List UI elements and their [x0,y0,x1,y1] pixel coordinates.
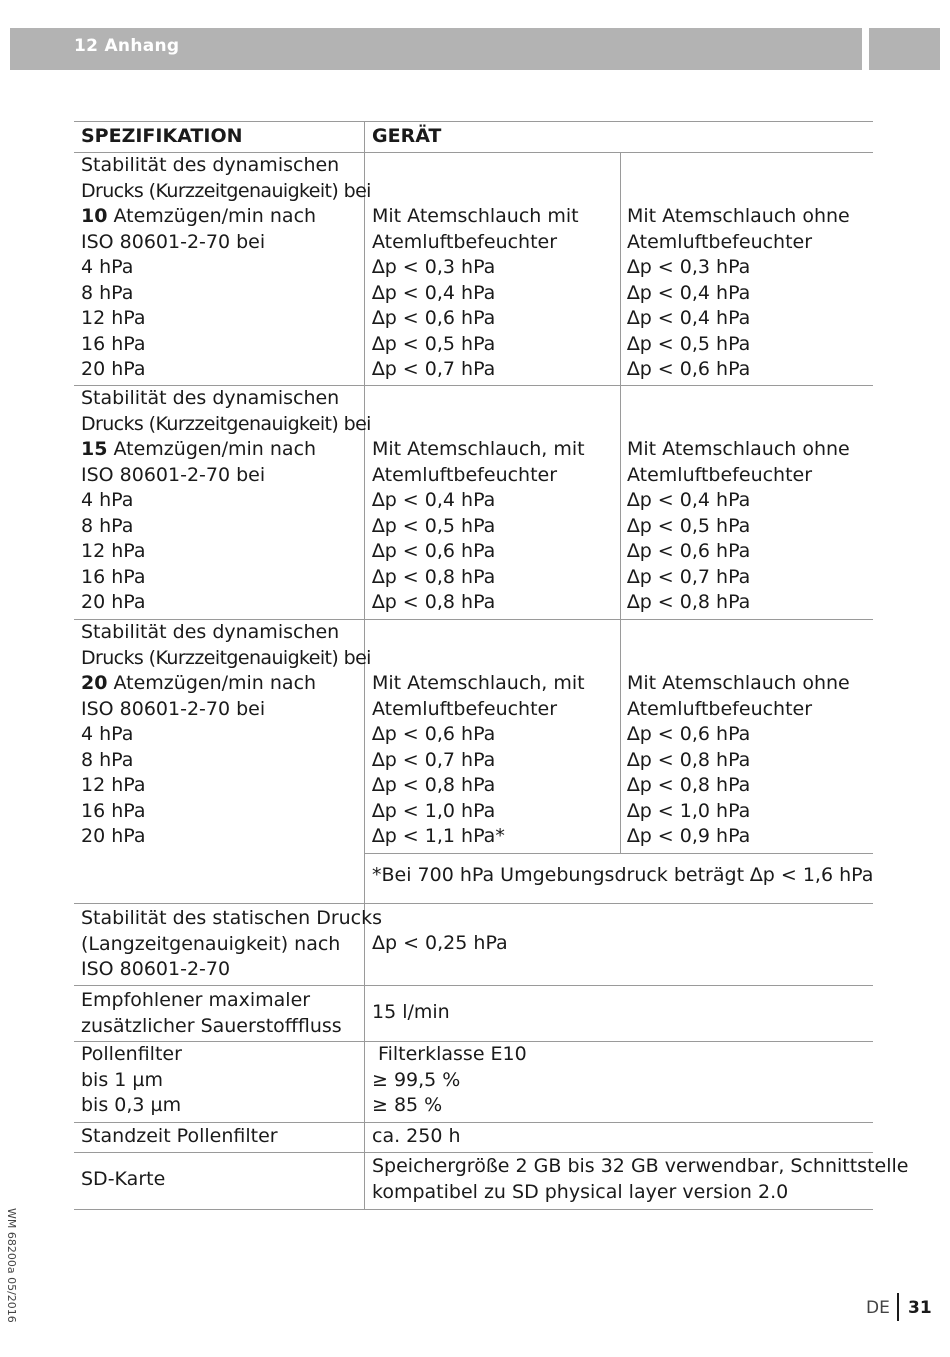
table-row-dynamic-10 [74,153,873,386]
with-humidifier-cell: Mit Atemschlauch mit Atemluftbefeuchter ∆p < 0,3 hPa ∆p < 0,4 hPa ∆p < 0,6 hPa ∆p < 0,5 hPa ∆p < 0,7 hPa [372,205,579,380]
language-code: DE [866,1298,890,1318]
footnote: *Bei 700 hPa Umgebungsdruck beträgt ∆p < 1,6 hPa [372,864,874,886]
header-bar-right [869,28,940,70]
col-header-device: GERÄT [372,125,442,147]
spec-cell: Stabilität des statischen Drucks (Langzeitgenauigkeit) nach ISO 80601-2-70 [81,907,383,980]
spec-cell: Stabilität des dynamischen Drucks (Kurzzeitgenauigkeit) bei 20 Atemzügen/min nach ISO 80601-2-70 bei 4 hPa 8 hPa 12 hPa 16 hPa 20 hPa [81,621,371,847]
spec-cell: Standzeit Pollenfilter [81,1125,278,1147]
footer-divider [897,1293,899,1321]
table-row-dynamic-15 [74,386,873,620]
table-row-lifetime [74,1123,873,1153]
table-row-pollen [74,1042,873,1123]
value-cell: Filterklasse E10 ≥ 99,5 % ≥ 85 % [372,1043,527,1116]
value-cell: 15 l/min [372,1001,450,1023]
without-humidifier-cell: Mit Atemschlauch ohne Atemluftbefeuchter ∆p < 0,4 hPa ∆p < 0,5 hPa ∆p < 0,6 hPa ∆p < 0,7 hPa ∆p < 0,8 hPa [627,438,850,613]
table-row-dynamic-20 [74,620,873,904]
page-number: 31 [908,1298,932,1318]
table-row-sd [74,1153,909,1210]
spec-cell: Stabilität des dynamischen Drucks (Kurzzeitgenauigkeit) bei 10 Atemzügen/min nach ISO 80601-2-70 bei 4 hPa 8 hPa 12 hPa 16 hPa 20 hPa [81,154,371,380]
section-title: 12 Anhang [74,36,180,56]
with-humidifier-cell: Mit Atemschlauch, mit Atemluftbefeuchter ∆p < 0,4 hPa ∆p < 0,5 hPa ∆p < 0,6 hPa ∆p < 0,8 hPa ∆p < 0,8 hPa [372,438,585,613]
table-header-row [74,121,873,153]
value-cell: Δp < 0,25 hPa [372,932,508,954]
value-cell: Speichergröße 2 GB bis 32 GB verwendbar, Schnittstelle kompatibel zu SD physical layer version 2.0 [372,1155,909,1203]
spec-cell: Pollenfilter bis 1 µm bis 0,3 µm [81,1043,182,1116]
spec-cell: Stabilität des dynamischen Drucks (Kurzzeitgenauigkeit) bei 15 Atemzügen/min nach ISO 80601-2-70 bei 4 hPa 8 hPa 12 hPa 16 hPa 20 hPa [81,387,371,613]
spec-cell: SD-Karte [81,1168,166,1190]
table-row-static [74,904,873,986]
spec-table [74,121,909,1210]
col-header-spec: SPEZIFIKATION [81,125,243,147]
document-code: WM 68200a 05/2016 [5,1208,18,1323]
spec-cell: Empfohlener maximaler zusätzlicher Sauerstofffluss [81,989,342,1037]
without-humidifier-cell: Mit Atemschlauch ohne Atemluftbefeuchter ∆p < 0,3 hPa ∆p < 0,4 hPa ∆p < 0,4 hPa ∆p < 0,5 hPa ∆p < 0,6 hPa [627,205,850,380]
without-humidifier-cell: Mit Atemschlauch ohne Atemluftbefeuchter ∆p < 0,6 hPa ∆p < 0,8 hPa ∆p < 0,8 hPa ∆p < 1,0 hPa ∆p < 0,9 hPa [627,672,850,847]
table-row-oxygen [74,986,873,1042]
value-cell: ca. 250 h [372,1125,461,1147]
with-humidifier-cell: Mit Atemschlauch, mit Atemluftbefeuchter ∆p < 0,6 hPa ∆p < 0,7 hPa ∆p < 0,8 hPa ∆p < 1,0 hPa ∆p < 1,1 hPa* [372,672,585,847]
